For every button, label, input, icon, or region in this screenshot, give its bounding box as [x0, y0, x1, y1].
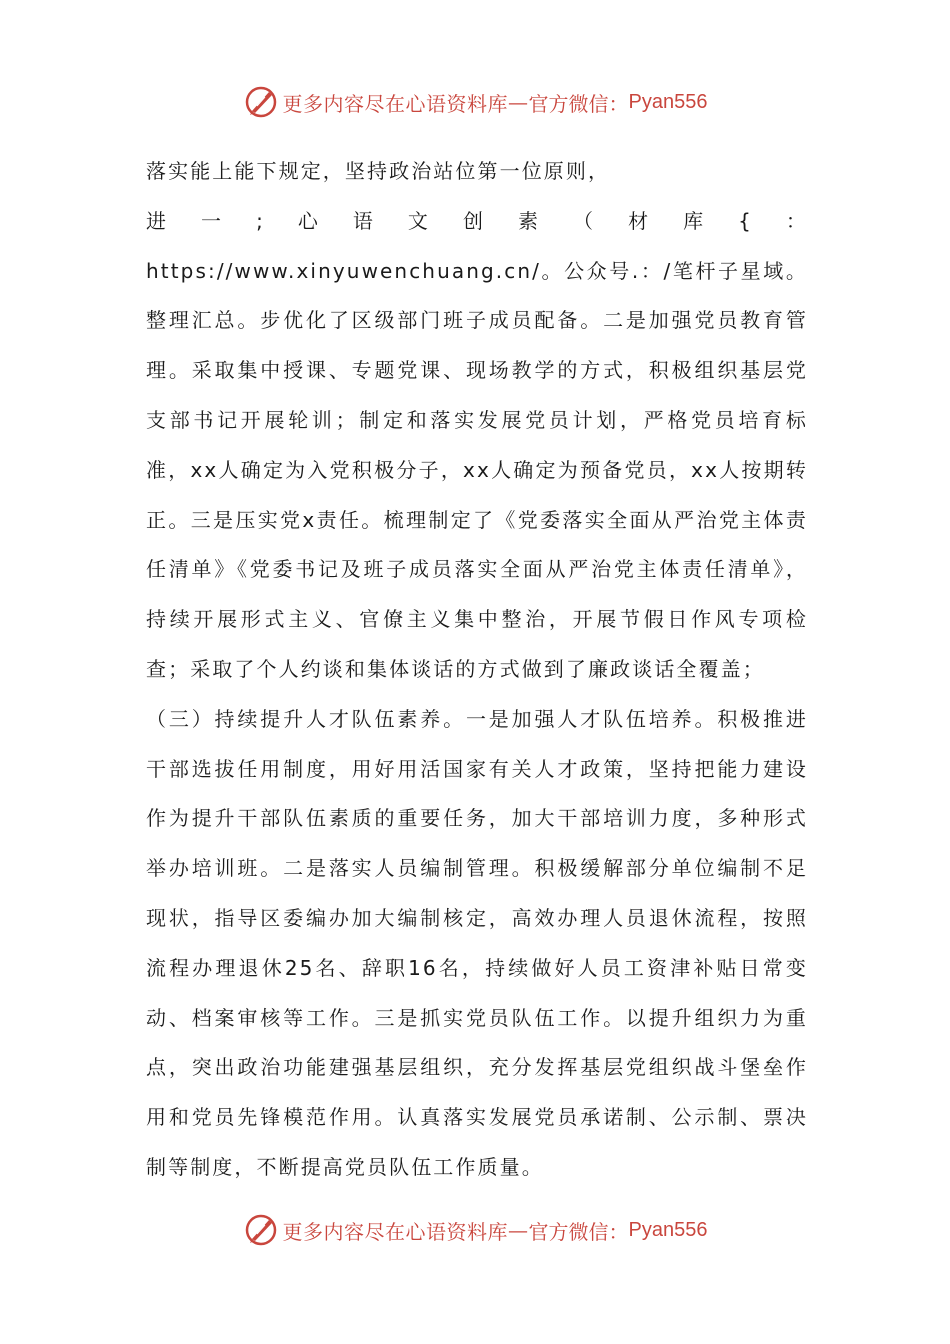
banner-main-text: 更多内容尽在心语资料库: [282, 91, 509, 116]
document-body: [146, 147, 808, 1193]
banner-wechat-label: 官方微信：: [528, 91, 629, 116]
banner-wechat-id: Pyan556: [628, 1218, 708, 1241]
paragraph-1: 落实能上能下规定，坚持政治站位第一位原则，: [146, 159, 611, 183]
paragraph-3: （三）持续提升人才队伍素养。一是加强人才队伍培养。积极推进干部选拔任用制度，用好用活国家有关人才政策，坚持把能力建设作为提升干部队伍素质的重要任务，加大干部培训力度，多种形式举办培训班。二是落实人员编制管理。积极缓解部分单位编制不足现状，指导区委编办加大编制核定，高效办理人员退休流程，按照流程办理退休25名、辞职16名，持续做好人员工资津补贴日常变动、档案审核等工作。三是抓实党员队伍工作。以提升组织力为重点，突出政治功能建强基层组织，充分发挥基层党组织战斗堡垒作用和党员先锋模范作用。认真落实发展党员承诺制、公示制、票决制等制度，不断提高党员队伍工作质量。: [146, 706, 808, 1179]
banner-main-text: 更多内容尽在心语资料库: [282, 1219, 509, 1244]
banner-wechat-label: 官方微信：: [528, 1219, 629, 1244]
banner-dash: —: [508, 1218, 529, 1242]
banner-dash: —: [508, 90, 529, 114]
quill-logo-icon: [243, 84, 279, 120]
footer-banner: [0, 1208, 950, 1252]
quill-logo-icon: [243, 1212, 279, 1248]
header-banner: [0, 80, 950, 124]
banner-wechat-id: Pyan556: [628, 90, 708, 113]
paragraph-2: 进一;心语文创素（材库{：https://www.xinyuwenchuang.cn/。公众号.：/笔杆子星域。整理汇总。步优化了区级部门班子成员配备。二是加强党员教育管理。采取集中授课、专题党课、现场教学的方式，积极组织基层党支部书记开展轮训；制定和落实发展党员计划，严格党员培育标准，xx人确定为入党积极分子，xx人确定为预备党员，xx人按期转正。三是压实党x责任。梳理制定了《党委落实全面从严治党主体责任清单》《党委书记及班子成员落实全面从严治党主体责任清单》，持续开展形式主义、官僚主义集中整治，开展节假日作风专项检查；采取了个人约谈和集体谈话的方式做到了廉政谈话全覆盖；: [146, 208, 808, 681]
